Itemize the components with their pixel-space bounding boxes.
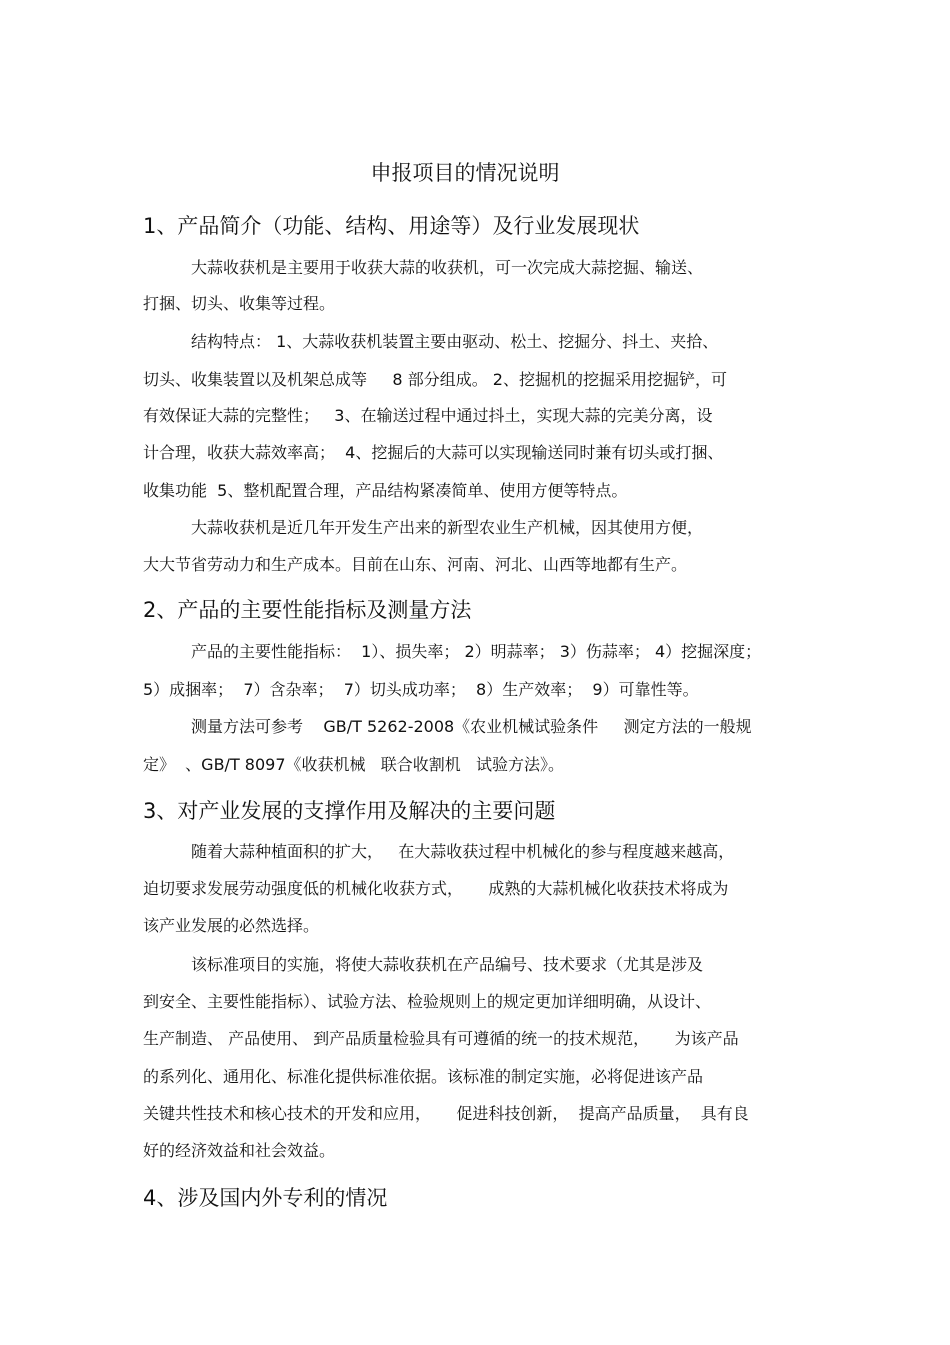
section-3-line: 到安全、主要性能指标）、试验方法、检验规则上的规定更加详细明确，从设计、 [143,992,712,1011]
section-3-line: 关键共性技术和核心技术的开发和应用， 促进科技创新， 提高产品质量， 具有良 [143,1104,749,1123]
section-2-line: 定》 、GB/T 8097《收获机械 联合收割机 试验方法》。 [143,755,565,774]
section-1-line: 结构特点： 1、大蒜收获机装置主要由驱动、松土、挖掘分、抖土、夹拾、 [191,332,719,351]
section-2-heading: 2、产品的主要性能指标及测量方法 [143,598,472,622]
section-3-line: 该标准项目的实施，将使大蒜收获机在产品编号、技术要求（尤其是涉及 [191,955,704,974]
section-3-line: 的系列化、通用化、标准化提供标准依据。该标准的制定实施，必将促进该产品 [143,1067,704,1086]
section-1-line: 切头、收集装置以及机架总成等 8 部分组成。 2、挖掘机的挖掘采用挖掘铲，可 [143,370,727,389]
document-title: 申报项目的情况说明 [370,161,560,185]
section-4-heading: 4、涉及国内外专利的情况 [143,1186,388,1210]
section-3-line: 迫切要求发展劳动强度低的机械化收获方式， 成熟的大蒜机械化收获技术将成为 [143,879,729,898]
section-3-heading: 3、对产业发展的支撑作用及解决的主要问题 [143,799,556,823]
section-1-line: 大蒜收获机是主要用于收获大蒜的收获机，可一次完成大蒜挖掘、输送、 [191,258,704,277]
section-1-heading: 1、产品简介（功能、结构、用途等）及行业发展现状 [143,214,640,238]
section-1-line: 打捆、切头、收集等过程。 [143,294,336,313]
section-3-line: 生产制造、 产品使用、 到产品质量检验具有可遵循的统一的技术规范， 为该产品 [143,1029,739,1048]
section-2-line: 产品的主要性能指标： 1）、损失率； 2）明蒜率； 3）伤蒜率； 4）挖掘深度； [191,642,762,661]
section-3-line: 该产业发展的必然选择。 [143,916,320,935]
section-1-line: 收集功能 5、整机配置合理，产品结构紧凑简单、使用方便等特点。 [143,481,628,500]
section-1-line: 有效保证大蒜的完整性； 3、在输送过程中通过抖土，实现大蒜的完美分离，设 [143,406,713,425]
section-1-line: 大蒜收获机是近几年开发生产出来的新型农业生产机械，因其使用方便， [191,518,704,537]
section-2-line: 5）成捆率； 7）含杂率； 7）切头成功率； 8）生产效率； 9）可靠性等。 [143,680,699,699]
section-3-line: 随着大蒜种植面积的扩大， 在大蒜收获过程中机械化的参与程度越来越高， [191,842,735,861]
section-3-line: 好的经济效益和社会效益。 [143,1141,336,1160]
section-1-line: 大大节省劳动力和生产成本。目前在山东、河南、河北、山西等地都有生产。 [143,555,688,574]
section-2-line: 测量方法可参考 GB/T 5262-2008《农业机械试验条件 测定方法的一般规 [191,717,752,736]
section-1-line: 计合理，收获大蒜效率高； 4、挖掘后的大蒜可以实现输送同时兼有切头或打捆、 [143,443,724,462]
